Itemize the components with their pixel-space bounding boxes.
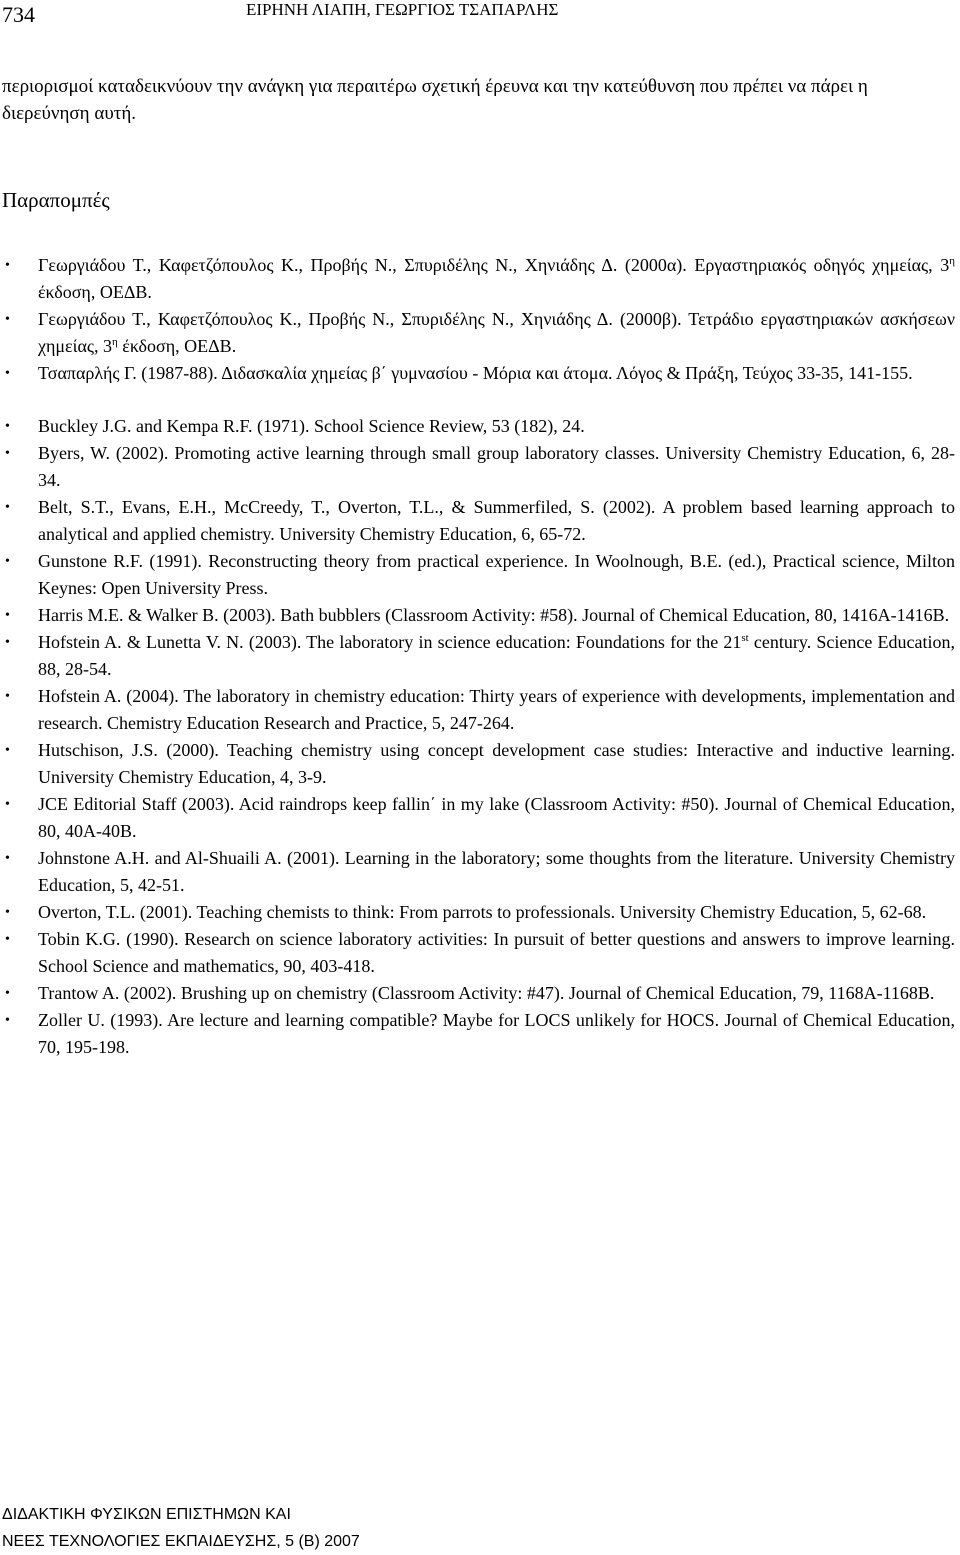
bullet-icon: • [5,635,10,650]
bullet-icon: • [5,797,10,812]
reference-text: Gunstone R.F. (1991). Reconstructing theory from practical experience. In Woolnough, B.E. (ed.), Practical science, Milton Keynes: Open University Press. [38,551,955,598]
bullet-icon: • [5,1013,10,1028]
bullet-icon: • [5,851,10,866]
reference-item [0,737,960,791]
reference-text: Trantow A. (2002). Brushing up on chemistry (Classroom Activity: #47). Journal of Chemical Education, 79, 1168A-1168B. [38,983,935,1003]
bullet-icon: • [5,608,10,623]
page-footer [2,1501,360,1555]
page-number: 734 [2,2,35,27]
reference-item [0,980,960,1007]
reference-text: Γεωργιάδου Τ., Καφετζόπουλος Κ., Προβής Ν., Σπυριδέλης Ν., Χηνιάδης Δ. (2000β). Τετράδιο εργαστηριακών ασκήσεων χημείας, 3 [38,309,955,356]
bullet-icon: • [5,312,10,327]
reference-text: JCE Editorial Staff (2003). Acid raindrops keep fallin΄ in my lake (Classroom Activity: #50). Journal of Chemical Education, 80, 40A-40B. [38,794,955,841]
running-title: ΕΙΡΗΝΗ ΛΙΑΠΗ, ΓΕΩΡΓΙΟΣ ΤΣΑΠΑΡΛΗΣ [246,0,559,19]
bullet-icon: • [5,366,10,381]
bullet-icon: • [5,905,10,920]
reference-text: Hutschison, J.S. (2000). Teaching chemistry using concept development case studies: Interactive and inductive learning. University Chemistry Education, 4, 3-9. [38,740,955,787]
reference-item [0,494,960,548]
section-heading-references: Παραπομπές [2,188,110,212]
reference-text: Byers, W. (2002). Promoting active learning through small group laboratory classes. University Chemistry Education, 6, 28-34. [38,443,955,490]
bullet-icon: • [5,419,10,434]
reference-item [0,926,960,980]
bullet-icon: • [5,932,10,947]
reference-superscript: st [741,632,749,644]
bullet-icon: • [5,986,10,1001]
reference-item [0,440,960,494]
reference-item [0,548,960,602]
reference-superscript: η [949,255,955,267]
reference-text: Tobin K.G. (1990). Research on science laboratory activities: In pursuit of better questions and answers to improve learning. School Science and mathematics, 90, 403-418. [38,929,955,976]
reference-superscript: η [112,336,118,348]
reference-text: Harris M.E. & Walker B. (2003). Bath bubblers (Classroom Activity: #58). Journal of Chemical Education, 80, 1416A-1416B. [38,605,950,625]
reference-text: Γεωργιάδου Τ., Καφετζόπουλος Κ., Προβής Ν., Σπυριδέλης Ν., Χηνιάδης Δ. (2000α). Εργαστηριακός οδηγός χημείας, 3 [38,255,950,275]
reference-item [0,845,960,899]
reference-item [0,899,960,926]
bullet-icon: • [5,689,10,704]
bullet-icon: • [5,500,10,515]
reference-text-tail: έκδοση, ΟΕΔΒ. [38,282,152,302]
bullet-icon: • [5,446,10,461]
reference-text: Τσαπαρλής Γ. (1987-88). Διδασκαλία χημείας β΄ γυμνασίου - Μόρια και άτομα. Λόγος & Πράξη, Τεύχος 33-35, 141-155. [38,363,913,383]
reference-text-tail: century. Science Education, 88, 28-54. [38,632,955,679]
bullet-icon: • [5,554,10,569]
reference-item [0,360,960,387]
intro-paragraph: περιορισμοί καταδεικνύουν την ανάγκη για περαιτέρω σχετική έρευνα και την κατεύθυνση που πρέπει να πάρει η διερεύνηση αυτή. [2,76,868,124]
footer-line-journal: ΔΙΔΑΚΤΙΚΗ ΦΥΣΙΚΩΝ ΕΠΙΣΤΗΜΩΝ ΚΑΙ [2,1506,291,1523]
footer-line-issue: ΝΕΕΣ ΤΕΧΝΟΛΟΓΙΕΣ ΕΚΠΑΙΔΕΥΣΗΣ, 5 (Β) 2007 [2,1533,360,1550]
reference-text: Johnstone A.H. and Al-Shuaili A. (2001). Learning in the laboratory; some thoughts from the literature. University Chemistry Education, 5, 42-51. [38,848,955,895]
reference-item [0,629,960,683]
reference-item [0,413,960,440]
reference-item [0,252,960,306]
reference-item [0,602,960,629]
bullet-icon: • [5,258,10,273]
reference-text-tail: έκδοση, ΟΕΔΒ. [117,336,237,356]
reference-text: Buckley J.G. and Kempa R.F. (1971). School Science Review, 53 (182), 24. [38,416,585,436]
reference-text: Hofstein A. & Lunetta V. N. (2003). The laboratory in science education: Foundations for the 21 [38,632,742,652]
reference-item [0,683,960,737]
reference-list [0,252,960,1061]
reference-text: Zoller U. (1993). Are lecture and learning compatible? Maybe for LOCS unlikely for HOCS. Journal of Chemical Education, 70, 195-198. [38,1010,955,1057]
reference-item [0,791,960,845]
reference-text: Overton, T.L. (2001). Teaching chemists to think: From parrots to professionals. University Chemistry Education, 5, 62-68. [38,902,927,922]
bullet-icon: • [5,743,10,758]
reference-item [0,306,960,360]
reference-text: Belt, S.T., Evans, E.H., McCreedy, T., Overton, T.L., & Summerfiled, S. (2002). A problem based learning approach to analytical and applied chemistry. University Chemistry Education, 6, 65-72. [38,497,955,544]
reference-text: Hofstein A. (2004). The laboratory in chemistry education: Thirty years of experience with developments, implementation and research. Chemistry Education Research and Practice, 5, 247-264. [38,686,955,733]
reference-item [0,1007,960,1061]
